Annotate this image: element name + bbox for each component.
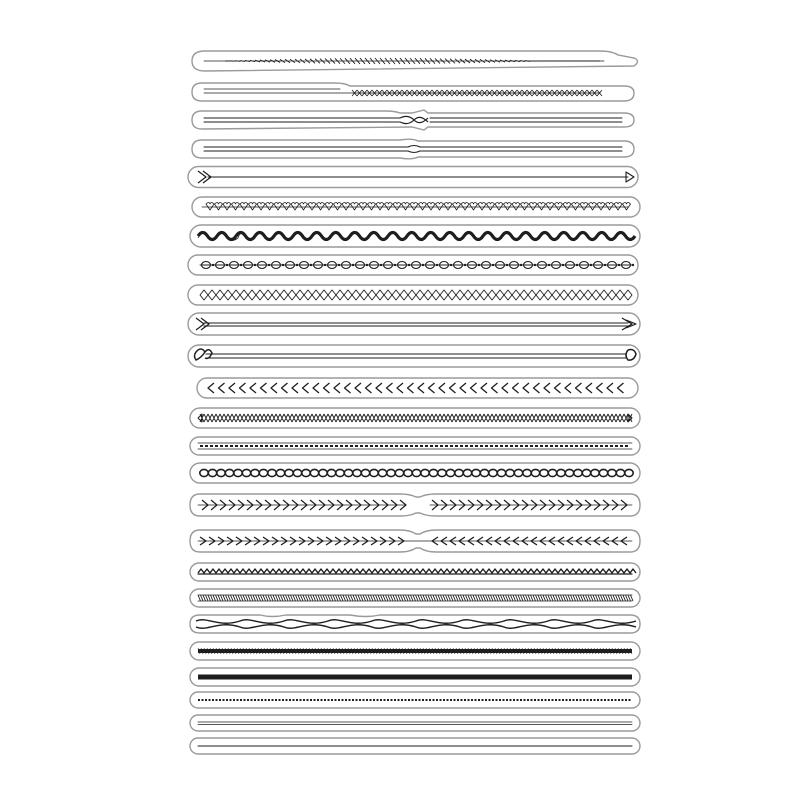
double-thin-line-strip [190,715,640,731]
twin-line-knot-strip [192,110,634,130]
link-chain-strip [190,463,640,483]
feathered-arrow-strip [188,313,640,335]
tapered-braid-strip [192,51,638,71]
interlaced-rope-strip [190,615,640,633]
twin-line-swell-strip [192,139,634,159]
dense-rope-strip [190,589,640,607]
single-thin-line-strip [190,738,640,754]
mirrored-herringbone-strip [190,530,640,552]
herringbone-strip [190,494,640,516]
braid-strip [190,408,640,428]
chevron-strip [197,378,638,398]
stitched-band-strip [190,642,640,660]
offset-braid-strip [192,83,634,101]
ornate-chain-strip [188,255,638,275]
thick-bar-strip [190,668,640,686]
dotted-line-strip [190,692,640,708]
dashed-bead-strip [190,437,640,455]
arrow-line-strip [188,167,638,188]
bow-rod-strip [188,345,640,367]
diamond-lattice-strip [188,285,638,305]
heart-chain-strip [192,197,640,217]
wave-strip [190,225,640,247]
zigzag-strip [190,563,640,581]
